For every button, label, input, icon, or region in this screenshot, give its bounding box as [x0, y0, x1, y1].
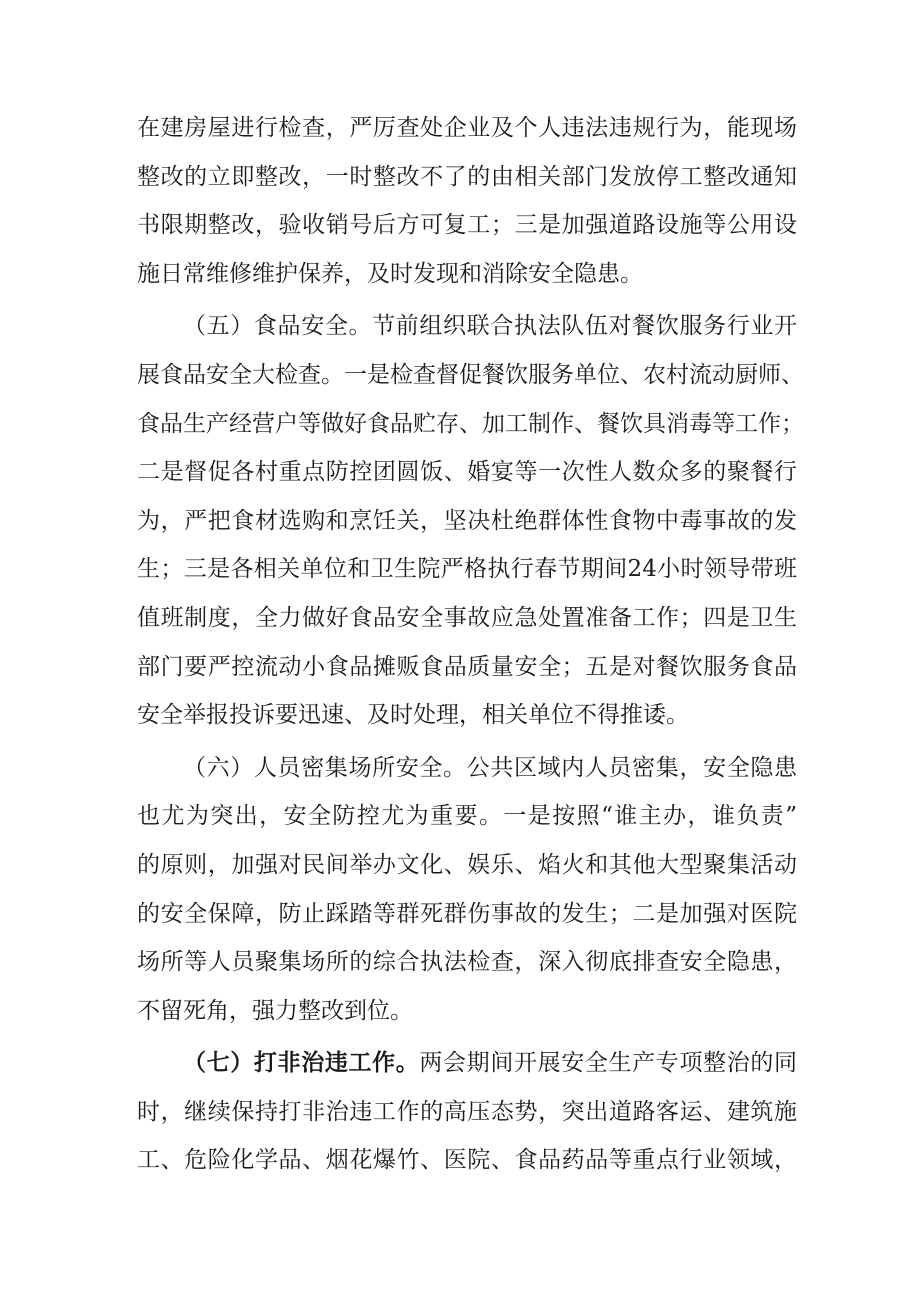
text-line: 为，严把食材选购和烹饪关，坚决杜绝群体性食物中毒事故的发 [137, 507, 797, 534]
text-line: 场所等人员聚集场所的综合执法检查，深入彻底排查安全隐患， [137, 949, 797, 976]
document-body [137, 104, 804, 1185]
text-run: 两会期间开展安全生产专项整治的同 [419, 1050, 798, 1077]
text-line: 值班制度，全力做好食品安全事故应急处置准备工作；四是卫生 [137, 604, 797, 631]
text-line: 工、危险化学品、烟花爆竹、医院、食品药品等重点行业领域， [137, 1147, 797, 1174]
text-line: 展食品安全大检查。一是检查督促餐饮服务单位、农村流动厨师、 [137, 361, 804, 388]
text-line: 不留死角，强力整改到位。 [137, 997, 413, 1024]
section-heading: （七）打非治违工作。 [183, 1049, 420, 1077]
paragraph-crowded-places [137, 744, 797, 1036]
text-line: 整改的立即整改，一时整改不了的由相关部门发放停工整改通知 [137, 163, 797, 190]
text-line: 安全举报投诉要迅速、及时处理，相关单位不得推诿。 [137, 702, 689, 729]
text-line: （五）食品安全。节前组织联合执法队伍对餐饮服务行业开 [183, 313, 797, 340]
text-line: 生；三是各相关单位和卫生院严格执行春节期间24小时领导带班 [137, 556, 797, 583]
text-line: 食品生产经营户等做好食品贮存、加工制作、餐饮具消毒等工作； [137, 410, 804, 437]
paragraph-continuation [137, 104, 797, 298]
text-line: 书限期整改，验收销号后方可复工；三是加强道路设施等公用设 [137, 212, 797, 239]
text-line: 二是督促各村重点防控团圆饭、婚宴等一次性人数众多的聚餐行 [137, 459, 797, 486]
text-line: 时，继续保持打非治违工作的高压态势，突出道路客运、建筑施 [137, 1098, 797, 1125]
text-line: 在建房屋进行检查，严厉查处企业及个人违法违规行为，能现场 [137, 115, 797, 141]
text-line: 施日常维修维护保养，及时发现和消除安全隐患。 [137, 260, 643, 287]
text-line: 部门要严控流动小食品摊贩食品质量安全；五是对餐饮服务食品 [137, 653, 797, 680]
text-line: （六）人员密集场所安全。公共区域内人员密集，安全隐患 [183, 754, 797, 781]
text-line: 的原则，加强对民间举办文化、娱乐、焰火和其他大型聚集活动 [137, 851, 797, 878]
paragraph-anti-illegal [137, 1039, 797, 1185]
text-line: 也尤为突出，安全防控尤为重要。一是按照“谁主办，谁负责” [137, 803, 797, 830]
text-line [137, 1039, 797, 1088]
paragraph-food-safety [137, 302, 804, 739]
text-line: 的安全保障，防止踩踏等群死群伤事故的发生；二是加强对医院 [137, 900, 797, 927]
